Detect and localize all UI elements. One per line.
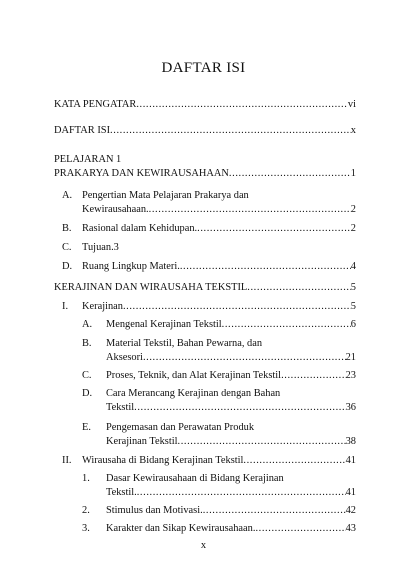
- toc-entry-page: 36: [345, 402, 356, 413]
- toc-entry-page: 4: [350, 261, 356, 272]
- toc-entry-text: [82, 504, 203, 518]
- toc-entry-text: PRAKARYA DAN KEWIRAUSAHAAN: [54, 168, 229, 179]
- toc-entry-text: [62, 454, 243, 468]
- leader-dots: [180, 260, 351, 274]
- page-title: DAFTAR ISI: [161, 60, 246, 76]
- page-number: x: [200, 540, 207, 551]
- toc-entry-page: 41: [345, 487, 356, 498]
- toc-entry-text: Kewirausahaan.: [82, 204, 149, 215]
- toc-entry-label: Karakter dan Sikap Kewirausahaan.: [106, 523, 256, 534]
- toc-entry-text: [62, 222, 197, 236]
- toc-entry-marker: C.: [62, 242, 72, 253]
- toc-entry-marker: A.: [82, 319, 93, 330]
- toc-entry-merancang-cont[interactable]: [106, 401, 356, 415]
- leader-dots: [137, 486, 346, 500]
- toc-entry-page: 21: [345, 352, 356, 363]
- toc-entry-marker: A.: [62, 190, 73, 201]
- toc-entry-text: Pengemasan dan Perawatan Produk: [106, 422, 255, 433]
- toc-entry-text: Material Tekstil, Bahan Pewarna, dan: [106, 338, 263, 349]
- toc-entry-label: Ruang Lingkup Materi.: [82, 261, 180, 272]
- toc-entry-page: 5: [350, 301, 356, 312]
- toc-entry-page: vi: [347, 99, 356, 110]
- leader-dots: [178, 435, 346, 449]
- toc-entry-material[interactable]: [82, 337, 356, 351]
- toc-entry-marker: B.: [82, 338, 92, 349]
- toc-entry-marker: B.: [62, 223, 72, 234]
- toc-entry-text: [82, 369, 281, 383]
- toc-entry-pelajaran-1[interactable]: [54, 153, 356, 167]
- toc-entry-merancang[interactable]: [82, 387, 356, 401]
- toc-entry-page: 2: [350, 204, 356, 215]
- toc-entry-marker: E.: [82, 422, 91, 433]
- leader-dots: [149, 203, 351, 217]
- leader-dots: [123, 300, 351, 314]
- leader-dots: [222, 318, 351, 332]
- toc-entry-text: Aksesori: [106, 352, 143, 363]
- toc-entry-pengertian-cont[interactable]: [82, 203, 356, 217]
- toc-entry-label: Proses, Teknik, dan Alat Kerajinan Tekstil: [106, 370, 282, 381]
- leader-dots: [197, 222, 351, 236]
- toc-entry-label: Stimulus dan Motivasi.: [106, 505, 203, 516]
- toc-entry-dasar-cont[interactable]: [106, 486, 356, 500]
- toc-entry-label: Rasional dalam Kehidupan.: [82, 223, 198, 234]
- toc-entry-page: 2: [350, 223, 356, 234]
- toc-entry-text: KATA PENGATAR: [54, 99, 137, 110]
- leader-dots: [243, 454, 345, 468]
- toc-entry-marker: D.: [62, 261, 73, 272]
- toc-entry-page: 38: [345, 436, 356, 447]
- toc-entry-label: Mengenal Kerajinan Tekstil: [106, 319, 222, 330]
- toc-entry-kerajinan[interactable]: [62, 300, 356, 314]
- toc-entry-marker: C.: [82, 370, 92, 381]
- toc-entry-kata-pengantar[interactable]: [54, 98, 356, 112]
- toc-entry-text: KERAJINAN DAN WIRAUSAHA TEKSTIL: [54, 282, 248, 293]
- toc-entry-ruang-lingkup[interactable]: [62, 260, 356, 274]
- toc-entry-marker: I.: [62, 301, 69, 312]
- toc-entry-page: 23: [345, 370, 356, 381]
- toc-entry-stimulus[interactable]: [82, 504, 356, 518]
- toc-entry-page: 41: [345, 455, 356, 466]
- toc-entry-text: Tekstil: [106, 402, 135, 413]
- toc-entry-text: Pengertian Mata Pelajaran Prakarya dan: [82, 190, 249, 201]
- toc-entry-kerajinan-wirausaha[interactable]: [54, 281, 356, 295]
- leader-dots: [247, 281, 351, 295]
- leader-dots: [229, 167, 351, 181]
- toc-entry-label: Wirausaha di Bidang Kerajinan Tekstil: [82, 455, 244, 466]
- toc-entry-page: 5: [350, 282, 356, 293]
- toc-entry-tujuan[interactable]: [62, 241, 356, 255]
- toc-entry-mengenal[interactable]: [82, 318, 356, 332]
- toc-entry-text: Tekstil.: [106, 487, 137, 498]
- toc-entry-text: [62, 260, 180, 274]
- toc-entry-daftar-isi[interactable]: [54, 124, 356, 138]
- toc-entry-pengertian[interactable]: [62, 189, 356, 203]
- toc-entry-marker: II.: [62, 455, 72, 466]
- leader-dots: [281, 369, 346, 383]
- toc-entry-proses[interactable]: [82, 369, 356, 383]
- toc-entry-text: PELAJARAN 1: [54, 154, 122, 165]
- toc-entry-marker: 1.: [82, 473, 90, 484]
- toc-entry-page: 43: [345, 523, 356, 534]
- toc-entry-dasar[interactable]: [82, 472, 356, 486]
- toc-entry-marker: 3.: [82, 523, 90, 534]
- leader-dots: [134, 401, 345, 415]
- toc-entry-text: [62, 300, 123, 314]
- leader-dots: [136, 98, 348, 112]
- toc-entry-page: 6: [350, 319, 356, 330]
- toc-entry-material-cont[interactable]: [106, 351, 356, 365]
- toc-entry-text: [82, 318, 222, 332]
- toc-entry-text: DAFTAR ISI: [54, 125, 111, 136]
- toc-entry-text: Tujuan.3: [82, 242, 119, 253]
- toc-entry-page: x: [350, 125, 356, 136]
- leader-dots: [110, 124, 351, 138]
- toc-entry-marker: 2.: [82, 505, 90, 516]
- leader-dots: [143, 351, 346, 365]
- toc-entry-page: 1: [350, 168, 356, 179]
- toc-entry-text: Cara Merancang Kerajinan dengan Bahan: [106, 388, 281, 399]
- toc-entry-label: Kerajinan: [82, 301, 123, 312]
- toc-entry-text: Dasar Kewirausahaan di Bidang Kerajinan: [106, 473, 284, 484]
- toc-entry-text: Kerajinan Tekstil: [106, 436, 178, 447]
- leader-dots: [203, 504, 346, 518]
- toc-entry-marker: D.: [82, 388, 93, 399]
- toc-entry-text: [82, 522, 255, 536]
- toc-entry-page: 42: [345, 505, 356, 516]
- toc-entry-prakarya[interactable]: [54, 167, 356, 181]
- toc-entry-pengemasan-cont[interactable]: [106, 435, 356, 449]
- toc-entry-rasional[interactable]: [62, 222, 356, 236]
- toc-entry-pengemasan[interactable]: [82, 421, 356, 435]
- toc-entry-karakter[interactable]: [82, 522, 356, 536]
- toc-entry-wirausaha[interactable]: [62, 454, 356, 468]
- leader-dots: [255, 522, 345, 536]
